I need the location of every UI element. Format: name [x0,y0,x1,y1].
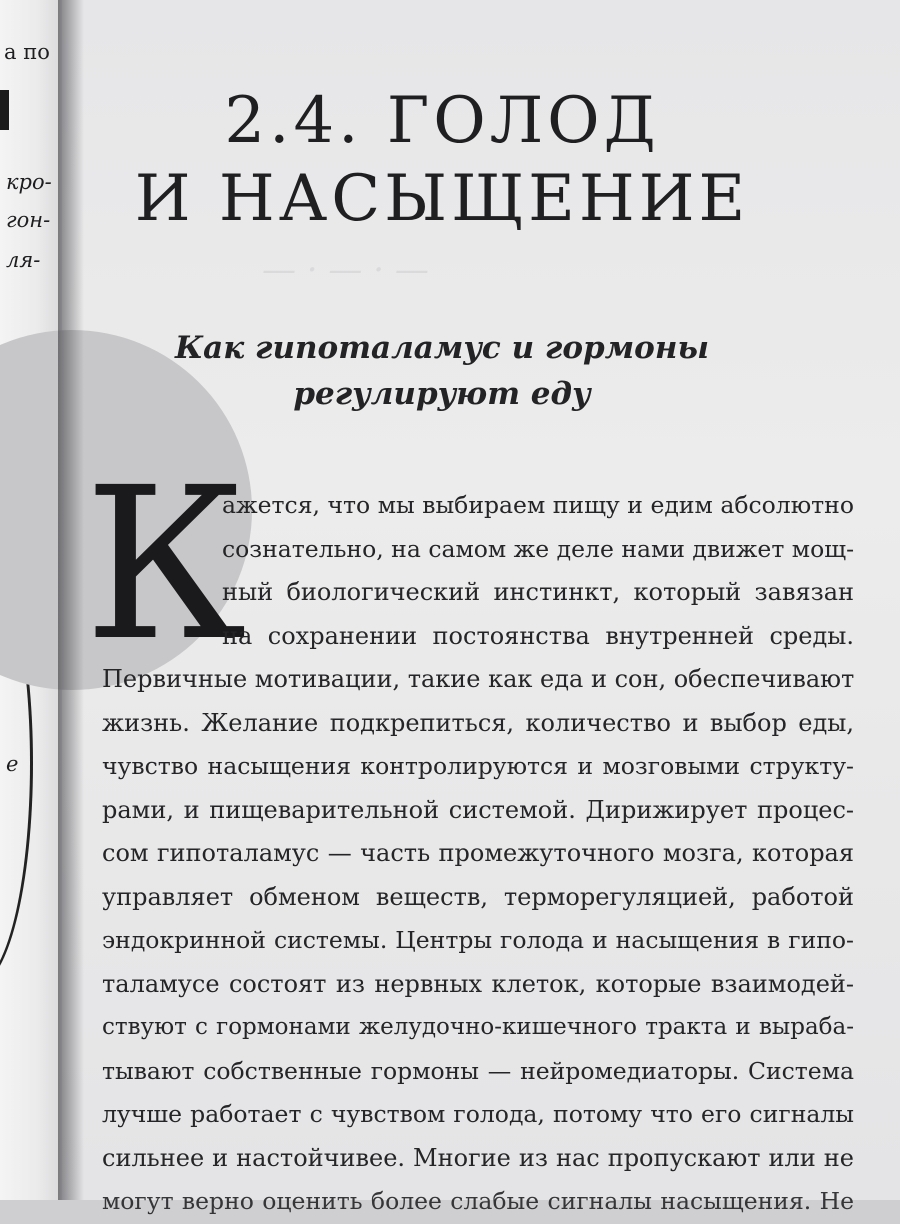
paragraph-line: эндокринной системы. Центры голода и насыщения в гипо- [102,926,854,954]
paragraph-line: тывают собственные гормоны — нейромедиаторы. Система [102,1056,854,1085]
left-page-fragment: ля- [6,248,41,272]
paragraph-line: сом гипоталамус — часть промежуточного мозга, которая [102,839,854,867]
paragraph-line: рами, и пищеварительной системой. Дирижирует процес- [102,795,854,824]
left-page-rule [0,90,9,130]
paragraph-line: управляет обменом веществ, терморегуляцией, работой [102,882,854,911]
paragraph-line: Первичные мотивации, такие как еда и сон, обеспечивают [102,665,855,693]
left-page-fragment: е [6,752,19,776]
show-through-text: — · — · — [262,250,429,290]
body-paragraph [102,484,854,1224]
section-subtitle-line: регулируют еду [293,376,591,412]
paragraph-line: таламусе состоят из нервных клеток, которые взаимодей- [102,969,854,998]
left-page-fragment: а по [4,40,50,64]
paragraph-line: чувство насыщения контролируются и мозговыми структу- [102,752,854,780]
paragraph-line: сознательно, на самом же деле нами движет мощ- [222,534,855,563]
chapter-title-line: И НАСЫЩЕНИЕ [134,162,750,236]
paragraph-line: ный биологический инстинкт, который завязан [222,578,854,606]
left-page-fragment: кро- [6,170,52,194]
section-subtitle-line: Как гипоталамус и гормоны [174,330,709,366]
section-subtitle [62,325,822,417]
paragraph-line: ствуют с гормонами желудочно-кишечного тракта и выраба- [102,1014,854,1040]
paragraph-line: на сохранении постоянства внутренней среды. [222,621,854,650]
paragraph-line: ажется, что мы выбираем пищу и едим абсолютно [222,491,854,519]
paragraph-line: лучше работает с чувством голода, потому что его сигналы [102,1100,854,1128]
book-gutter-shadow [58,0,84,1200]
paragraph-line: жизнь. Желание подкрепиться, количество и выбор еды, [102,708,854,737]
right-page [62,0,900,1215]
left-page-fragment: гон- [6,208,51,232]
paragraph-line: могут верно оценить более слабые сигналы насыщения. Не [102,1187,854,1215]
chapter-title [62,82,822,238]
paragraph-line: сильнее и настойчивее. Многие из нас пропускают или не [102,1143,854,1172]
chapter-title-line: 2.4. ГОЛОД [224,84,660,158]
drop-cap: К [84,442,247,687]
